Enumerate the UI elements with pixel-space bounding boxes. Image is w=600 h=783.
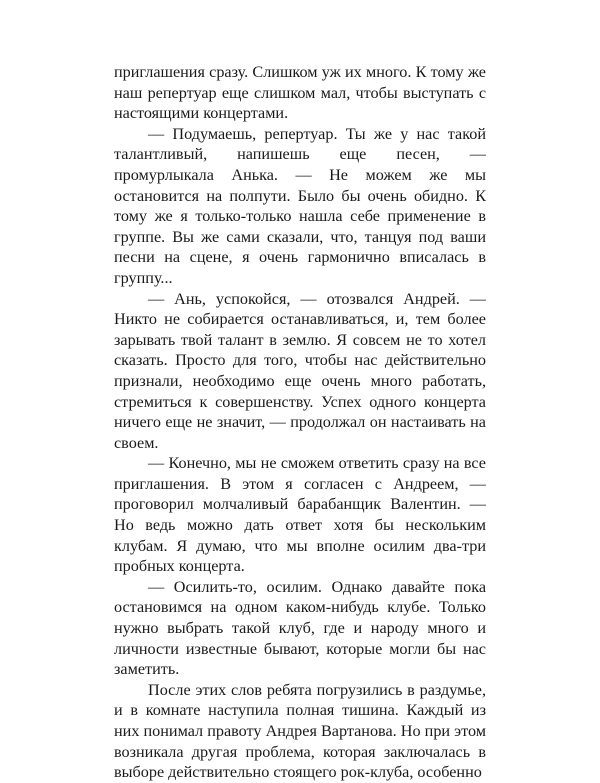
paragraph-6: После этих слов ребята погрузились в раздумье, и в комнате наступила полная тишина. Каждый из них понимал правоту Андрея Вартанова. Но при этом возникала другая проблема, которая заключалась в выборе действительно стоящего рок-клуба, особенно <box>114 680 486 782</box>
page-body <box>114 62 486 783</box>
paragraph-4: — Конечно, мы не сможем ответить сразу на все приглашения. В этом я согласен с Андреем, — проговорил молчаливый барабанщик Валентин. — Но ведь можно дать ответ хотя бы нескольким клубам. Я думаю, что мы вполне осилим два-три пробных концерта. <box>114 454 486 576</box>
paragraph-3: — Ань, успокойся, — отозвался Андрей. — Никто не собирается останавливаться, и, тем более зарывать твой талант в землю. Я совсем не то хотел сказать. Просто для того, чтобы нас действительно признали, необходимо еще очень много работать, стремиться к совершенству. Успех одного концерта ничего еще не значит, — продолжал он настаивать на своем. <box>114 289 486 452</box>
paragraph-2: — Подумаешь, репертуар. Ты же у нас такой талантливый, напишешь еще песен, — промурлыкала Анька. — Не можем же мы остановится на полпути. Было бы очень обидно. К тому же я только-только нашла себе применение в группе. Вы же сами сказали, что, танцуя под ваши песни на сцене, я очень гармонично вписалась в группу... <box>114 124 486 287</box>
paragraph-1: приглашения сразу. Слишком уж их много. К тому же наш репертуар еще слишком мал, чтобы выступать с настоящими концертами. <box>114 63 486 123</box>
paragraph-5: — Осилить-то, осилим. Однако давайте пока остановимся на одном каком-нибудь клубе. Только нужно выбрать такой клуб, где и народу много и личности известные бывают, которые могли бы нас заметить. <box>114 577 486 679</box>
